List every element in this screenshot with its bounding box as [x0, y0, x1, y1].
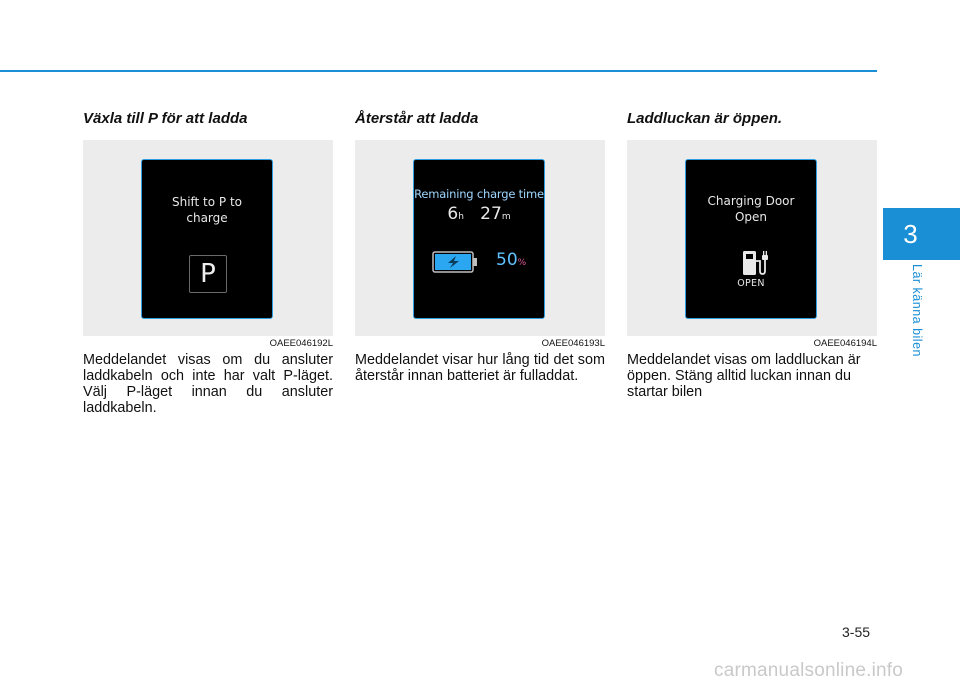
- message-line-1: Charging Door: [707, 194, 795, 208]
- screen-message: [686, 193, 816, 225]
- body-text: Meddelandet visas om laddluckan är öppen. Stäng alltid luckan innan du startar bilen: [627, 352, 861, 400]
- figure-code: OAEE046192L: [269, 338, 333, 349]
- body-text: Meddelandet visas om du ansluter laddkabeln och inte har valt P-läget. Välj P-läget innan du ansluter laddkabeln.: [83, 352, 333, 416]
- section-shift-to-p: [83, 108, 333, 416]
- cluster-figure: [83, 140, 333, 336]
- remaining-time-readout: [414, 204, 544, 224]
- gear-p-indicator: P: [189, 255, 227, 293]
- figure-code: OAEE046194L: [813, 338, 877, 349]
- message-line-2: Open: [734, 210, 768, 224]
- message-line-2: charge: [186, 211, 228, 225]
- battery-percent-readout: [496, 250, 526, 270]
- battery-percent-value: 50: [496, 250, 518, 270]
- section-heading: Laddluckan är öppen.: [627, 110, 783, 127]
- charging-plug-icon: [741, 247, 769, 277]
- door-status: OPEN: [737, 278, 765, 289]
- figure-code: OAEE046193L: [541, 338, 605, 349]
- page-number: 3-55: [842, 624, 871, 640]
- watermark: carmanualsonline.info: [714, 660, 904, 681]
- message-line-1: Shift to P to: [171, 195, 243, 209]
- battery-charging-icon: [432, 251, 478, 273]
- section-remaining-charge: [355, 108, 605, 384]
- section-heading: Växla till P för att ladda: [83, 110, 248, 127]
- hours-value: 6: [447, 204, 459, 224]
- header-rule: [0, 70, 877, 72]
- chapter-number: 3: [903, 218, 918, 249]
- minutes-value: 27: [480, 204, 502, 224]
- screen-message: [142, 194, 272, 226]
- cluster-screen: [685, 159, 817, 319]
- hours-unit: h: [458, 212, 464, 222]
- chapter-label: Lär känna bilen: [910, 264, 924, 357]
- cluster-figure: [355, 140, 605, 336]
- minutes-unit: m: [501, 212, 511, 222]
- body-text: Meddelandet visar hur lång tid det som återstår innan batteriet är fulladdat.: [355, 352, 605, 384]
- cluster-screen: [413, 159, 545, 319]
- remaining-charge-title: Remaining charge time: [414, 187, 544, 201]
- percent-unit: %: [517, 258, 527, 268]
- cluster-figure: [627, 140, 877, 336]
- section-heading: Återstår att ladda: [355, 110, 479, 127]
- cluster-screen: [141, 159, 273, 319]
- section-charging-door-open: [627, 108, 877, 400]
- chapter-tab: [883, 208, 960, 260]
